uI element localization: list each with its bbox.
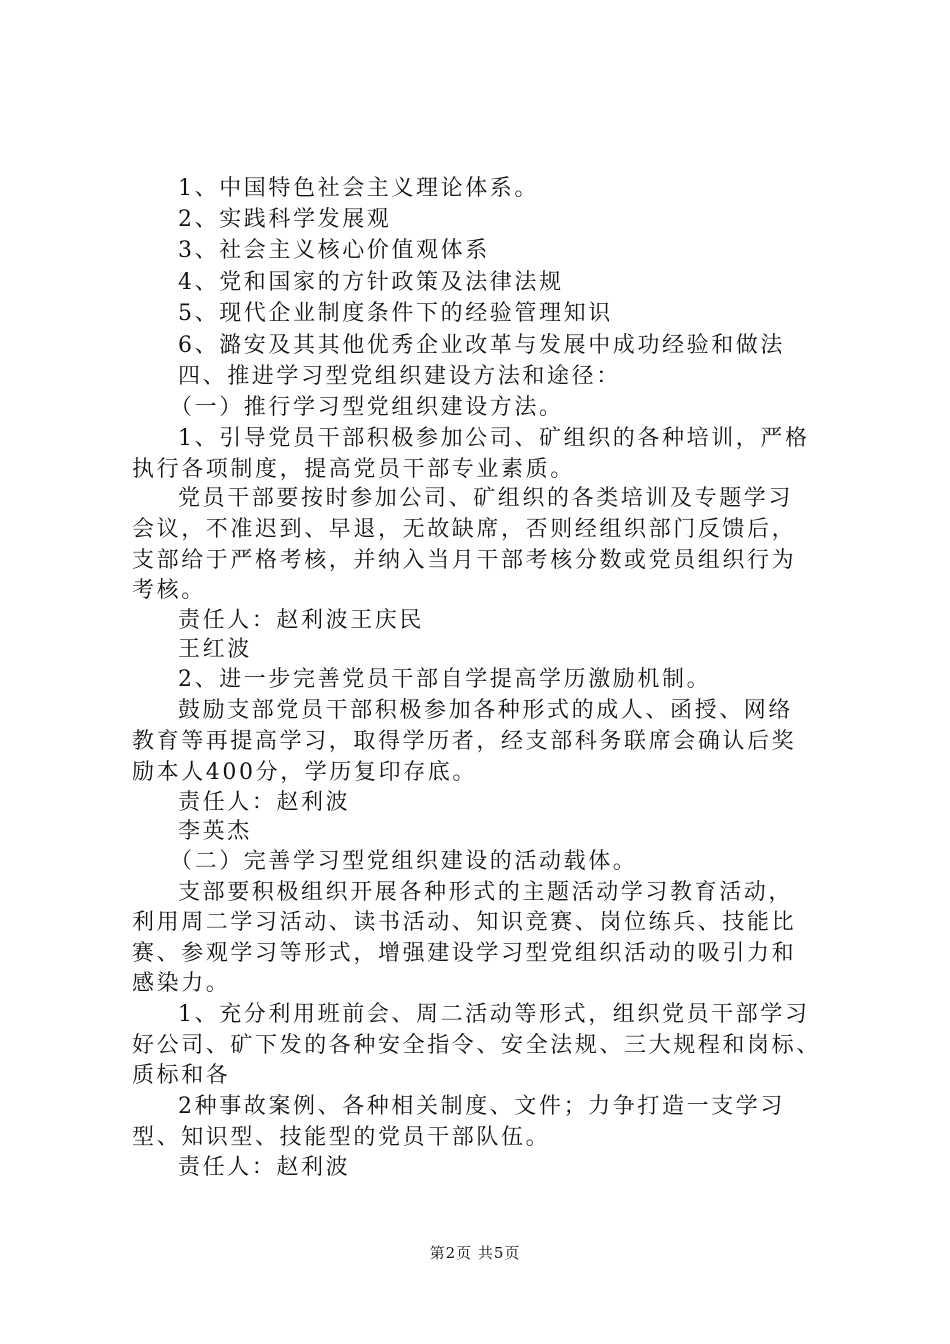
body-line: 4、党和国家的方针政策及法律法规 <box>178 270 564 295</box>
section-heading: 四、推进学习型党组织建设方法和途径： <box>178 364 621 389</box>
body-line: 鼓励支部党员干部积极参加各种形式的成人、函授、网络 <box>178 698 794 723</box>
body-line: 教育等再提高学习，取得学历者，经支部科务联席会确认后奖 <box>132 729 797 754</box>
body-line: 2种事故案例、各种相关制度、文件；力争打造一支学习 <box>178 1094 785 1119</box>
responsible-line: 责任人：赵利波 <box>178 1155 351 1180</box>
body-line: 支部给于严格考核，并纳入当月干部考核分数或党员组织行为 <box>132 548 797 573</box>
body-line: 6、潞安及其其他优秀企业改革与发展中成功经验和做法 <box>178 333 785 358</box>
body-line: 励本人400分，学历复印存底。 <box>132 760 477 785</box>
body-line: 好公司、矿下发的各种安全指令、安全法规、三大规程和岗标、 <box>132 1033 821 1058</box>
body-line: 执行各项制度，提高党员干部专业素质。 <box>132 457 575 482</box>
responsible-line: 责任人：赵利波 <box>178 790 351 815</box>
body-line: 会议，不准迟到、早退，无故缺席，否则经组织部门反馈后， <box>132 517 797 542</box>
body-line: 1、充分利用班前会、周二活动等形式，组织党员干部学习 <box>178 1002 810 1027</box>
body-line: 党员干部要按时参加公司、矿组织的各类培训及专题学习 <box>178 486 794 511</box>
subsection-heading: （一）推行学习型党组织建设方法。 <box>170 395 564 420</box>
body-line: 利用周二学习活动、读书活动、知识竞赛、岗位练兵、技能比 <box>132 910 797 935</box>
body-line: 5、现代企业制度条件下的经验管理知识 <box>178 301 613 326</box>
body-line: 感染力。 <box>132 971 231 996</box>
body-line: 考核。 <box>132 578 206 603</box>
body-line: 3、社会主义核心价值观体系 <box>178 238 490 263</box>
body-line: 1、中国特色社会主义理论体系。 <box>178 176 539 201</box>
responsible-line: 王红波 <box>178 637 252 662</box>
body-line: 支部要积极组织开展各种形式的主题活动学习教育活动， <box>178 880 794 905</box>
body-line: 2、实践科学发展观 <box>178 207 392 232</box>
body-line: 2、进一步完善党员干部自学提高学历激励机制。 <box>178 667 712 692</box>
body-line: 质标和各 <box>132 1063 231 1088</box>
body-line: 型、知识型、技能型的党员干部队伍。 <box>132 1125 551 1150</box>
subsection-heading: （二）完善学习型党组织建设的活动载体。 <box>170 849 638 874</box>
body-line: 赛、参观学习等形式，增强建设学习型党组织活动的吸引力和 <box>132 941 797 966</box>
page-footer: 第2页 共5页 <box>429 1244 521 1262</box>
responsible-line: 李英杰 <box>178 819 252 844</box>
body-line: 1、引导党员干部积极参加公司、矿组织的各种培训，严格 <box>178 426 810 451</box>
responsible-line: 责任人：赵利波王庆民 <box>178 608 425 633</box>
